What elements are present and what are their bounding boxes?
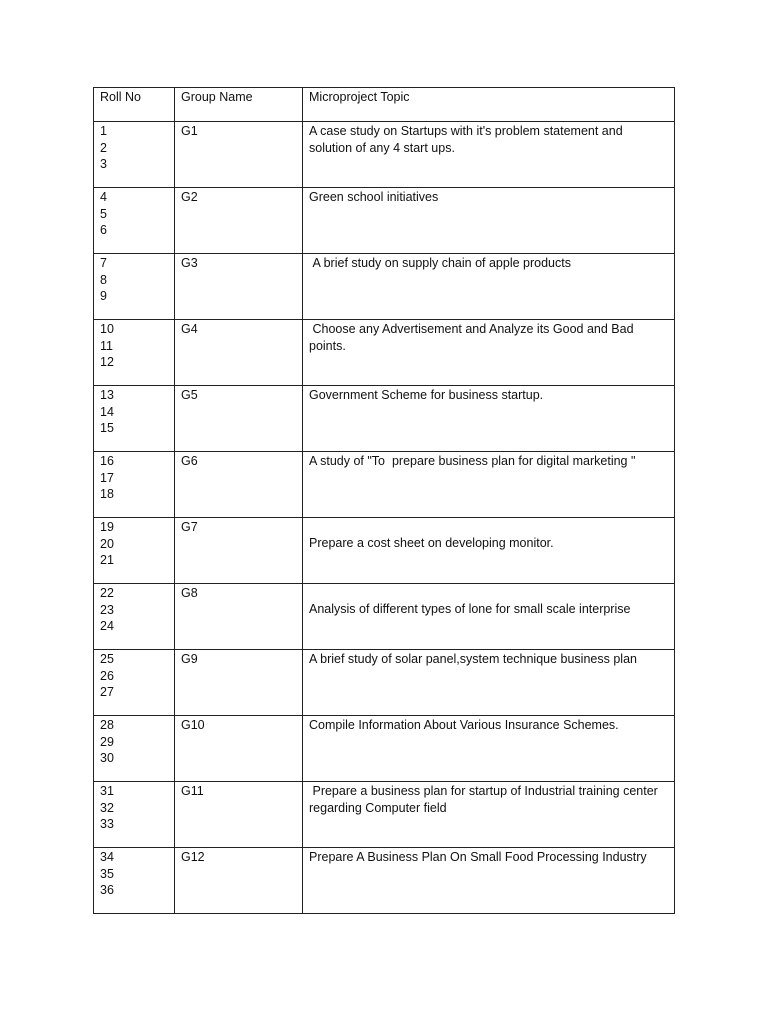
table-row [94,188,675,254]
table-row [94,782,675,848]
table-row [94,122,675,188]
roll-no-cell [94,188,175,254]
roll-number: 36 [100,883,114,897]
roll-number: 22 [100,586,114,600]
header-roll-no: Roll No [94,88,175,122]
roll-number: 21 [100,553,114,567]
group-name-cell: G11 [175,782,303,848]
group-name-cell: G8 [175,584,303,650]
topic-cell [303,650,675,716]
roll-number: 15 [100,421,114,435]
roll-no-cell [94,452,175,518]
roll-number: 28 [100,718,114,732]
roll-number: 26 [100,668,114,683]
topic-text: Prepare a cost sheet on developing monitor. [309,536,554,550]
roll-number: 34 [100,850,114,864]
table-row [94,452,675,518]
group-name-cell: G3 [175,254,303,320]
table-row [94,320,675,386]
topic-cell [303,386,675,452]
roll-number: 18 [100,487,114,501]
roll-no-cell [94,650,175,716]
topic-text: A brief study of solar panel,system technique business plan [309,652,637,666]
group-name-cell: G2 [175,188,303,254]
roll-number: 9 [100,289,107,303]
roll-number: 24 [100,619,114,633]
roll-number: 7 [100,256,107,270]
roll-number: 31 [100,784,114,798]
table-row [94,716,675,782]
roll-no-cell [94,518,175,584]
roll-number: 25 [100,652,114,666]
topic-cell [303,584,675,650]
roll-no-cell [94,320,175,386]
roll-number: 13 [100,388,114,402]
roll-number: 14 [100,404,114,419]
topic-text: A case study on Startups with it's problem statement and solution of any 4 start ups. [309,124,627,155]
roll-number: 27 [100,685,114,699]
topic-text: Compile Information About Various Insurance Schemes. [309,718,619,732]
roll-no-cell [94,254,175,320]
roll-no-cell [94,716,175,782]
group-name-cell: G9 [175,650,303,716]
table-row [94,848,675,914]
group-name-cell: G10 [175,716,303,782]
header-group-name: Group Name [175,88,303,122]
roll-number: 5 [100,206,107,221]
topic-text: Green school initiatives [309,190,439,204]
roll-number: 16 [100,454,114,468]
roll-number: 23 [100,602,114,617]
table-body [94,122,675,914]
roll-number: 35 [100,866,114,881]
group-name-cell: G5 [175,386,303,452]
roll-number: 33 [100,817,114,831]
topic-cell [303,716,675,782]
roll-number: 3 [100,157,107,171]
table-row [94,518,675,584]
topic-text: Choose any Advertisement and Analyze its Good and Bad points. [309,322,638,353]
topic-cell [303,452,675,518]
roll-number: 10 [100,322,114,336]
topic-text: A brief study on supply chain of apple products [309,256,571,270]
table-row [94,254,675,320]
microproject-table [93,87,675,914]
roll-no-cell [94,122,175,188]
table-row [94,584,675,650]
roll-no-cell [94,386,175,452]
group-name-cell: G12 [175,848,303,914]
roll-number: 19 [100,520,114,534]
roll-number: 17 [100,470,114,485]
roll-no-cell [94,848,175,914]
group-name-cell: G4 [175,320,303,386]
roll-number: 4 [100,190,107,204]
topic-cell [303,188,675,254]
topic-text: Prepare a business plan for startup of Industrial training center regarding Computer field [309,784,662,815]
table-header-row [94,88,675,122]
roll-number: 20 [100,536,114,551]
roll-no-cell [94,782,175,848]
topic-text: Analysis of different types of lone for small scale interprise [309,602,631,616]
topic-text: A study of "To prepare business plan for digital marketing " [309,454,636,468]
header-topic: Microproject Topic [303,88,675,122]
roll-number: 8 [100,272,107,287]
roll-number: 29 [100,734,114,749]
roll-number: 12 [100,355,114,369]
topic-cell [303,848,675,914]
table-row [94,650,675,716]
topic-text: Prepare A Business Plan On Small Food Processing Industry [309,850,647,864]
roll-number: 2 [100,140,107,155]
topic-cell [303,320,675,386]
topic-cell [303,254,675,320]
roll-number: 1 [100,124,107,138]
topic-cell [303,122,675,188]
roll-number: 32 [100,800,114,815]
group-name-cell: G7 [175,518,303,584]
roll-no-cell [94,584,175,650]
roll-number: 11 [100,338,113,353]
group-name-cell: G1 [175,122,303,188]
topic-cell [303,518,675,584]
group-name-cell: G6 [175,452,303,518]
topic-text: Government Scheme for business startup. [309,388,544,402]
topic-cell [303,782,675,848]
roll-number: 6 [100,223,107,237]
roll-number: 30 [100,751,114,765]
table-row [94,386,675,452]
